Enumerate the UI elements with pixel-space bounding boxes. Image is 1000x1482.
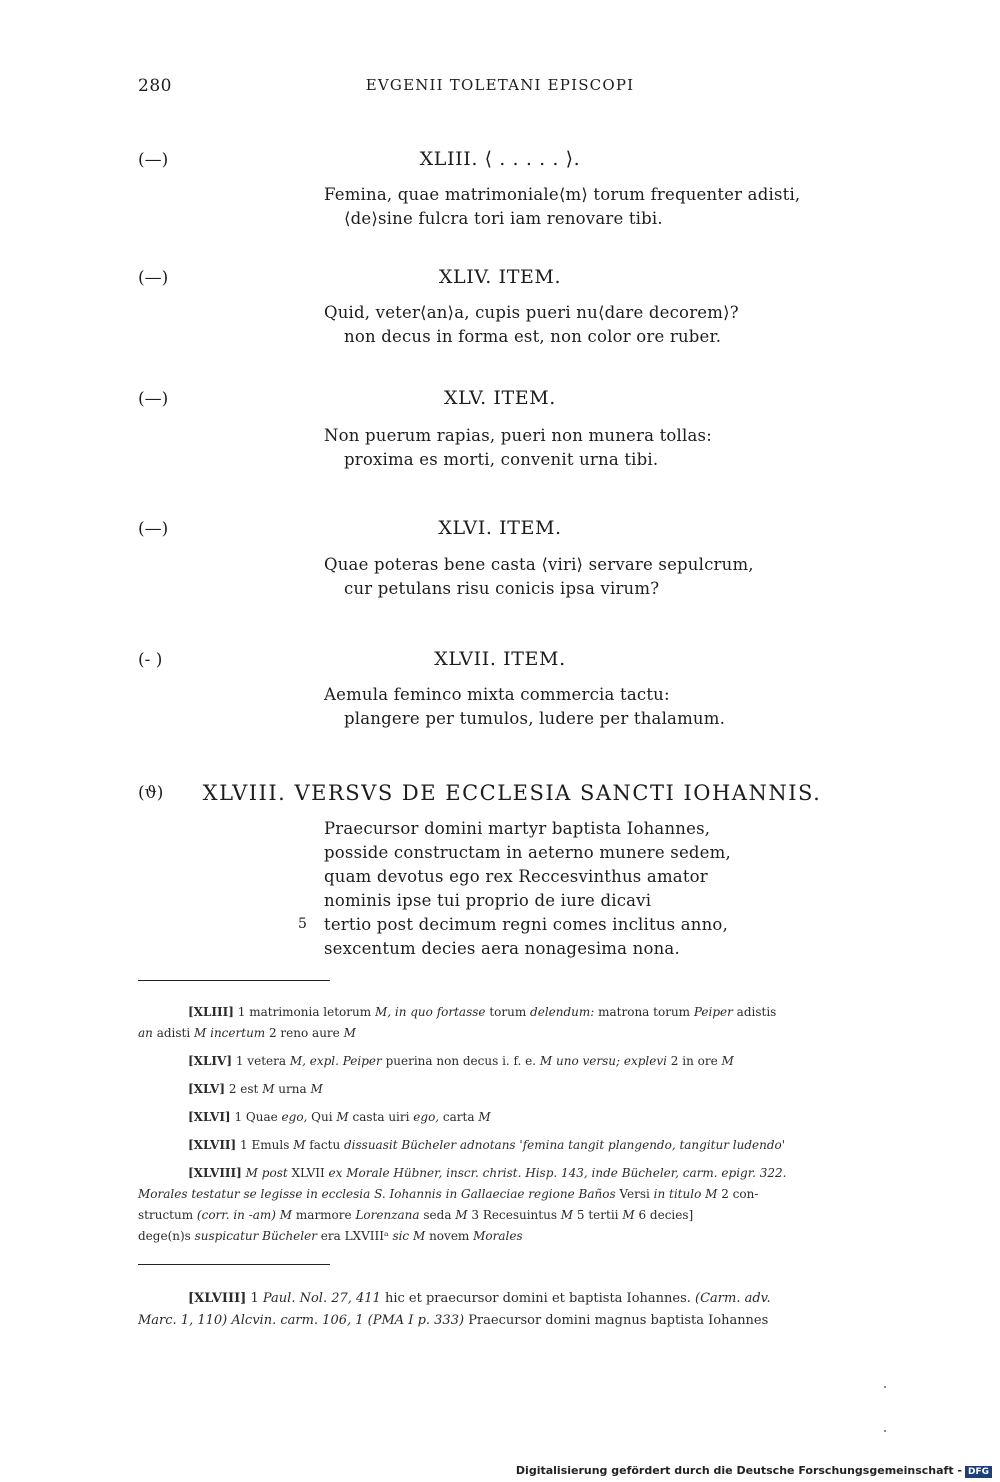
footnote-rule bbox=[138, 1264, 330, 1265]
text-run: 1 bbox=[250, 1291, 263, 1306]
similia-entry bbox=[188, 1288, 771, 1309]
apparatus-text bbox=[229, 1082, 323, 1096]
poem-title: XLVIII. VERSVS DE ECCLESIA SANCTI IOHANNIS. bbox=[202, 781, 822, 805]
poem-mark: (- ) bbox=[138, 650, 163, 670]
scan-speck bbox=[884, 1430, 886, 1432]
apparatus-entry bbox=[188, 1163, 787, 1184]
text-run: M incertum bbox=[194, 1026, 266, 1040]
text-run: (corr. in -am) M bbox=[196, 1208, 293, 1222]
text-run: 2 reno aure bbox=[265, 1026, 344, 1040]
text-run: adistis bbox=[732, 1005, 777, 1019]
apparatus-entry bbox=[188, 1079, 323, 1100]
text-run: carta bbox=[442, 1110, 479, 1124]
text-run: torum bbox=[489, 1005, 531, 1019]
text-run: M bbox=[310, 1082, 323, 1096]
verse-line: Aemula feminco mixta commercia tactu: bbox=[324, 685, 670, 704]
text-run: novem bbox=[425, 1229, 474, 1243]
text-run: M bbox=[343, 1026, 356, 1040]
text-run: M uno versu; explevi bbox=[539, 1054, 667, 1068]
text-run: seda bbox=[419, 1208, 456, 1222]
verse-line: cur petulans risu conicis ipsa virum? bbox=[344, 579, 660, 598]
poem-title: XLV. ITEM. bbox=[444, 387, 556, 409]
similia-continuation bbox=[138, 1310, 768, 1331]
apparatus-label: [XLVII] bbox=[188, 1138, 237, 1152]
similia-label: [XLVIII] bbox=[188, 1291, 247, 1306]
text-run: structum bbox=[138, 1208, 197, 1222]
page-number: 280 bbox=[138, 76, 172, 96]
apparatus-text bbox=[240, 1138, 785, 1152]
text-run: Qui bbox=[311, 1110, 337, 1124]
text-run: 2 con- bbox=[717, 1187, 759, 1201]
text-run: an bbox=[138, 1026, 157, 1040]
text-run: sic M bbox=[392, 1229, 426, 1243]
text-run: Lorenzana bbox=[355, 1208, 420, 1222]
text-run: M bbox=[293, 1138, 306, 1152]
verse-line: Non puerum rapias, pueri non munera tollas: bbox=[324, 426, 712, 445]
apparatus-label: [XLV] bbox=[188, 1082, 225, 1096]
text-run: 1 matrimonia letorum bbox=[237, 1005, 375, 1019]
text-run: M bbox=[455, 1208, 468, 1222]
text-run: delendum: bbox=[530, 1005, 599, 1019]
verse-line: nominis ipse tui proprio de iure dicavi bbox=[324, 891, 652, 910]
text-run: M bbox=[478, 1110, 491, 1124]
apparatus-entry bbox=[188, 1002, 776, 1023]
apparatus-text bbox=[138, 1026, 356, 1040]
text-run: 6 decies] bbox=[634, 1208, 694, 1222]
verse-line: quam devotus ego rex Reccesvinthus amator bbox=[324, 867, 708, 886]
apparatus-text bbox=[138, 1187, 758, 1201]
text-run: casta uiri bbox=[348, 1110, 414, 1124]
text-run: XLVII bbox=[291, 1166, 325, 1180]
apparatus-text bbox=[234, 1110, 490, 1124]
text-run: M bbox=[622, 1208, 635, 1222]
text-run: M bbox=[721, 1054, 734, 1068]
text-run: in titulo M bbox=[653, 1187, 718, 1201]
line-number: 5 bbox=[298, 916, 307, 932]
apparatus-text bbox=[246, 1166, 787, 1180]
text-run: (Carm. adv. bbox=[695, 1291, 771, 1306]
text-run: Marc. 1, 110) Alcvin. carm. 106, 1 (PMA I p. 333) bbox=[138, 1313, 469, 1328]
apparatus-text bbox=[138, 1229, 523, 1243]
apparatus-entry bbox=[188, 1135, 785, 1156]
verse-line: non decus in forma est, non color ore ruber. bbox=[344, 327, 722, 346]
verse-line: tertio post decimum regni comes inclitus anno, bbox=[324, 915, 729, 934]
text-run: Morales bbox=[473, 1229, 523, 1243]
poem-title: XLVII. ITEM. bbox=[434, 648, 566, 670]
verse-line: Quid, veter⟨an⟩a, cupis pueri nu⟨dare decorem⟩? bbox=[324, 303, 739, 322]
credit-text: Digitalisierung gefördert durch die Deutsche Forschungsgemeinschaft - bbox=[515, 1464, 962, 1477]
apparatus-text bbox=[236, 1054, 734, 1068]
text-run: M bbox=[336, 1110, 349, 1124]
text-run: adisti bbox=[156, 1026, 195, 1040]
poem-title: XLIV. ITEM. bbox=[438, 266, 562, 288]
apparatus-label: [XLVI] bbox=[188, 1110, 231, 1124]
text-run: M, in quo fortasse bbox=[374, 1005, 490, 1019]
apparatus-text bbox=[238, 1005, 777, 1019]
text-run: marmore bbox=[292, 1208, 356, 1222]
text-run: Versi bbox=[615, 1187, 654, 1201]
verse-line: Quae poteras bene casta ⟨viri⟩ servare sepulcrum, bbox=[324, 555, 754, 574]
text-run: Peiper bbox=[693, 1005, 733, 1019]
poem-mark: (—) bbox=[138, 389, 169, 409]
text-run: 1 vetera bbox=[235, 1054, 290, 1068]
text-run: M bbox=[245, 1166, 262, 1180]
text-run: post bbox=[261, 1166, 292, 1180]
text-run: dissuasit Bücheler adnotans bbox=[343, 1138, 520, 1152]
text-run: 1 Quae bbox=[234, 1110, 282, 1124]
text-run: dege(n)s bbox=[138, 1229, 195, 1243]
digitization-credit bbox=[516, 1464, 992, 1478]
apparatus-continuation bbox=[138, 1226, 523, 1247]
apparatus-label: [XLIV] bbox=[188, 1054, 233, 1068]
text-run: 2 in ore bbox=[666, 1054, 722, 1068]
apparatus-continuation bbox=[138, 1184, 758, 1205]
text-run: urna bbox=[274, 1082, 311, 1096]
text-run: Praecursor domini magnus baptista Iohannes bbox=[468, 1313, 769, 1328]
verse-line: sexcentum decies aera nonagesima nona. bbox=[324, 939, 680, 958]
verse-line: ⟨de⟩sine fulcra tori iam renovare tibi. bbox=[344, 209, 663, 228]
text-run: puerina non decus i. f. e. bbox=[381, 1054, 540, 1068]
verse-line: proxima es morti, convenit urna tibi. bbox=[344, 450, 659, 469]
poem-title: XLVI. ITEM. bbox=[438, 517, 562, 539]
dfg-logo: DFG bbox=[965, 1466, 992, 1478]
text-run: 2 est bbox=[228, 1082, 263, 1096]
text-run: M bbox=[560, 1208, 574, 1222]
apparatus-continuation bbox=[138, 1205, 693, 1226]
text-run: M bbox=[262, 1082, 275, 1096]
poem-mark: (—) bbox=[138, 268, 169, 288]
text-run: Paul. Nol. 27, 411 bbox=[262, 1291, 385, 1306]
apparatus-continuation bbox=[138, 1023, 356, 1044]
similia-text bbox=[250, 1291, 770, 1306]
running-title: EVGENII TOLETANI EPISCOPI bbox=[365, 76, 635, 94]
text-run: factu bbox=[305, 1138, 344, 1152]
apparatus-entry bbox=[188, 1107, 491, 1128]
text-run: M, expl. Peiper bbox=[289, 1054, 382, 1068]
poem-mark: (—) bbox=[138, 150, 169, 170]
poem-mark: (—) bbox=[138, 519, 169, 539]
verse-line: Femina, quae matrimoniale⟨m⟩ torum frequenter adisti, bbox=[324, 185, 801, 204]
text-run: 5 tertii bbox=[573, 1208, 623, 1222]
text-run: era LXVIIIᵃ bbox=[316, 1229, 393, 1243]
text-run: 'femina tangit plangendo, tangitur ludendo' bbox=[519, 1138, 786, 1152]
similia-text bbox=[138, 1313, 768, 1328]
poem-title: XLIII. ⟨ . . . . . ⟩. bbox=[419, 148, 581, 170]
text-run: ego, bbox=[413, 1110, 443, 1124]
apparatus-label: [XLVIII] bbox=[188, 1166, 242, 1180]
apparatus-label: [XLIII] bbox=[188, 1005, 234, 1019]
apparatus-entry bbox=[188, 1051, 734, 1072]
poem-mark: (ϑ) bbox=[138, 783, 164, 803]
text-run: 1 Emuls bbox=[240, 1138, 294, 1152]
text-run: hic et praecursor domini et baptista Iohannes. bbox=[384, 1291, 696, 1306]
text-run: suspicatur Bücheler bbox=[194, 1229, 317, 1243]
text-run: ego, bbox=[281, 1110, 312, 1124]
footnote-rule bbox=[138, 980, 330, 981]
text-run: Morales testatur se legisse in ecclesia S. Iohannis in Gallaeciae regione Baños bbox=[138, 1187, 616, 1201]
apparatus-text bbox=[138, 1208, 693, 1222]
verse-line: Praecursor domini martyr baptista Iohannes, bbox=[324, 819, 711, 838]
text-run: ex Morale Hübner, inscr. christ. Hisp. 143, inde Bücheler, carm. epigr. 322. bbox=[324, 1166, 787, 1180]
text-run: matrona torum bbox=[598, 1005, 694, 1019]
text-run: 3 Recesuintus bbox=[467, 1208, 561, 1222]
verse-line: posside constructam in aeterno munere sedem, bbox=[324, 843, 731, 862]
verse-line: plangere per tumulos, ludere per thalamum. bbox=[344, 709, 726, 728]
scan-speck bbox=[884, 1386, 886, 1388]
